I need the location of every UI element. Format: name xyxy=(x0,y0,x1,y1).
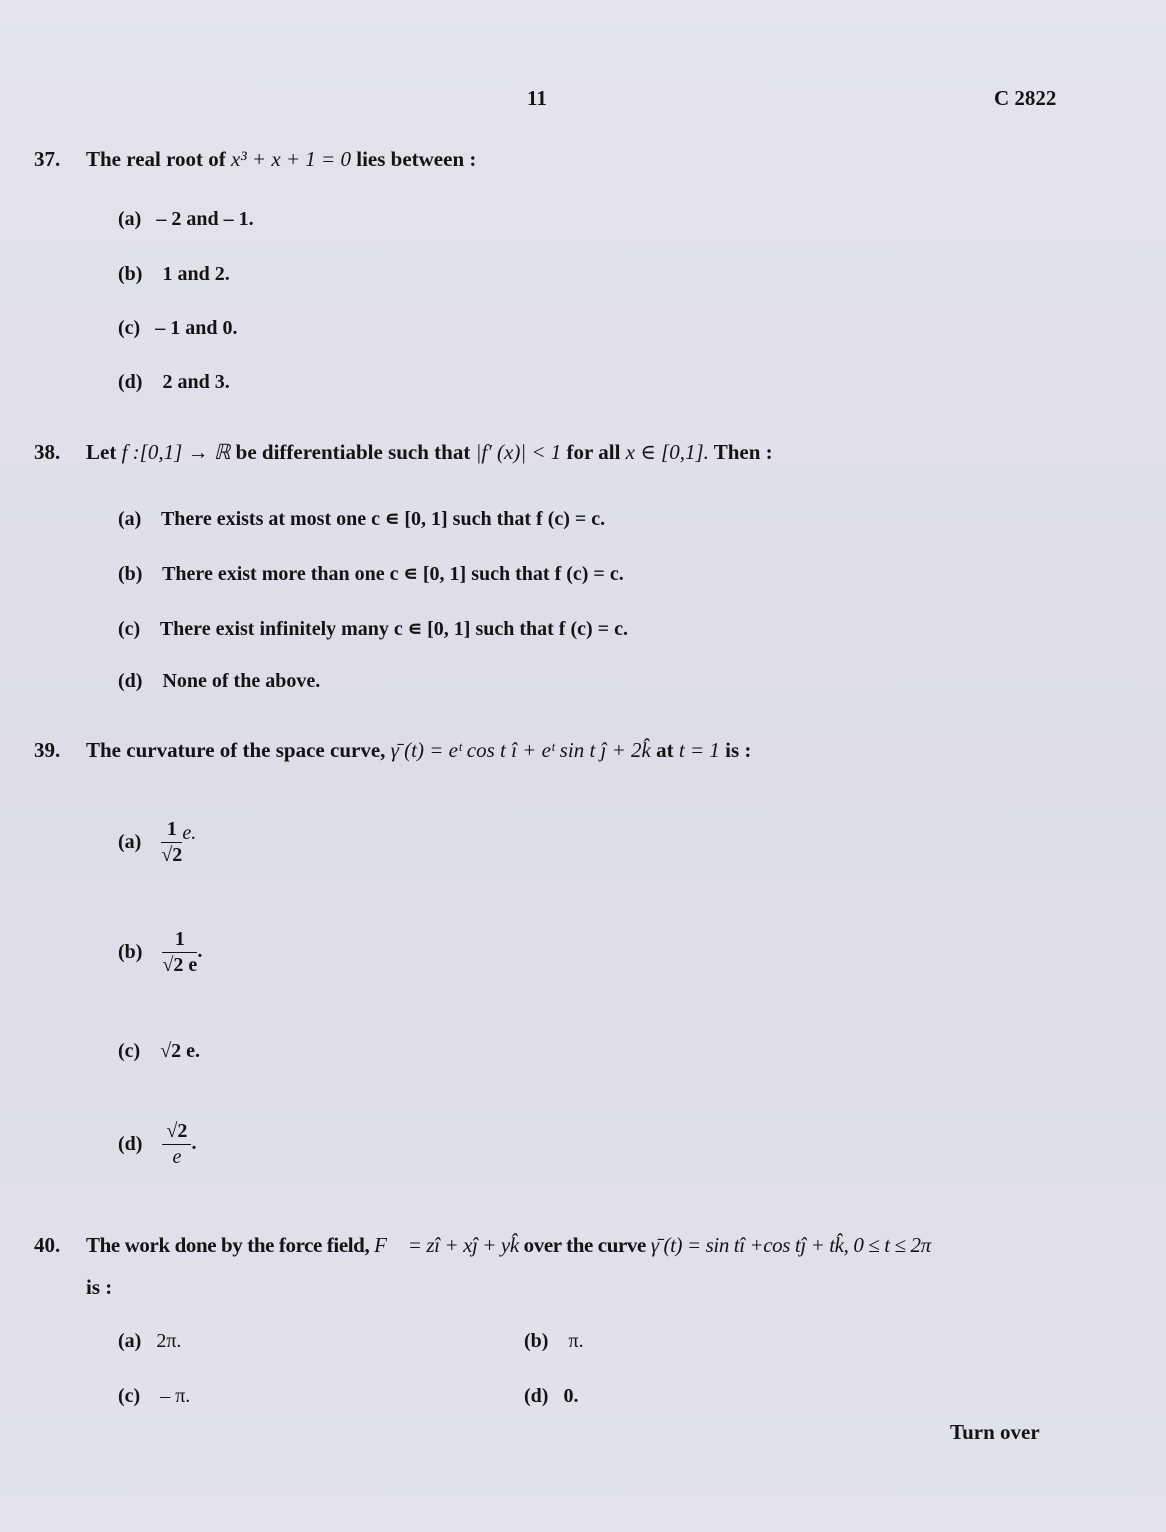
q38-option-a xyxy=(118,506,605,531)
option-label: (a) xyxy=(118,831,142,853)
option-label: (c) xyxy=(118,618,141,640)
q39-stem-post: is : xyxy=(725,738,752,762)
option-text: 1 and 2. xyxy=(162,263,230,285)
fraction xyxy=(161,818,182,867)
q38-stem xyxy=(86,440,773,465)
q40-stem-curve: γ̄ (t) = sin tî +cos tĵ + tk̂, xyxy=(650,1233,849,1257)
q38-stem-pre: Let xyxy=(86,440,117,464)
option-label: (a) xyxy=(118,1330,142,1352)
q37-option-d xyxy=(118,371,230,394)
option-label: (c) xyxy=(118,1040,141,1062)
option-label: (a) xyxy=(118,508,142,530)
q40-stem-pre: The work done by the force field, xyxy=(86,1233,370,1257)
q38-stem-for: for all xyxy=(566,440,621,464)
q37-stem-pre: The real root of xyxy=(86,147,226,171)
option-label: (b) xyxy=(118,563,143,585)
option-label: (c) xyxy=(118,1385,141,1407)
option-label: (d) xyxy=(118,371,143,393)
option-text: 2π. xyxy=(156,1330,182,1352)
q38-option-d xyxy=(118,670,320,693)
q37-option-c xyxy=(118,317,237,340)
option-label: (d) xyxy=(118,670,143,692)
q38-option-b xyxy=(118,561,624,586)
q39-stem-t: t = 1 xyxy=(678,738,720,762)
page-number: 11 xyxy=(527,86,547,110)
option-tail: . xyxy=(197,940,203,963)
q40-stem-post: is : xyxy=(86,1275,113,1299)
option-text: 0. xyxy=(563,1385,579,1407)
option-text: π. xyxy=(568,1330,584,1352)
option-label: (b) xyxy=(118,263,143,285)
q39-stem xyxy=(86,738,751,763)
q39-option-b xyxy=(118,928,202,977)
q39-option-d xyxy=(118,1120,196,1169)
q40-stem xyxy=(86,1233,931,1258)
q40-stem-field: F⃗ = zî + xĵ + yk̂ xyxy=(374,1233,519,1257)
fraction-denominator: e xyxy=(172,1146,182,1168)
option-text: There exist infinitely many c ∊ [0, 1] such that f (c) = c. xyxy=(159,618,628,640)
fraction-numerator: 1 xyxy=(161,818,182,843)
fraction-denominator: √2 e xyxy=(162,954,198,976)
fraction-numerator: 1 xyxy=(162,928,197,953)
option-text: – 2 and – 1. xyxy=(156,208,254,230)
q39-stem-pre: The curvature of the space curve, xyxy=(86,738,386,762)
q38-number: 38. xyxy=(34,440,61,464)
option-label: (b) xyxy=(524,1330,549,1352)
q37-option-a xyxy=(118,208,254,231)
q39-option-a xyxy=(118,818,196,867)
turn-over-label: Turn over xyxy=(950,1420,1040,1444)
q39-number: 39. xyxy=(34,738,61,762)
option-text: 2 and 3. xyxy=(162,371,230,393)
q39-option-c xyxy=(118,1040,200,1063)
q37-stem-post: lies between : xyxy=(356,147,477,171)
option-text: There exist more than one c ∊ [0, 1] such that f (c) = c. xyxy=(162,563,624,585)
fraction xyxy=(162,928,197,977)
fraction xyxy=(162,1120,191,1169)
q38-stem-map: f :[0,1] → ℝ xyxy=(121,440,231,464)
option-label: (a) xyxy=(118,208,142,230)
q39-stem-at: at xyxy=(656,738,674,762)
q38-option-c xyxy=(118,616,628,641)
option-text: – 1 and 0. xyxy=(155,317,238,339)
option-tail: e. xyxy=(182,822,197,845)
option-text: None of the above. xyxy=(162,670,321,692)
q40-option-c xyxy=(118,1385,190,1408)
q37-number: 37. xyxy=(34,147,61,171)
q37-option-b xyxy=(118,263,230,286)
option-label: (d) xyxy=(118,1133,143,1155)
fraction-denominator: √2 xyxy=(161,844,183,866)
option-tail: . xyxy=(191,1132,197,1155)
q38-stem-post: Then : xyxy=(713,440,773,464)
option-text: √2 e. xyxy=(160,1040,201,1062)
paper-code: C 2822 xyxy=(994,86,1057,110)
q37-stem xyxy=(86,147,476,172)
q38-stem-dom: x ∈ [0,1]. xyxy=(625,440,709,464)
fraction-numerator: √2 xyxy=(162,1120,191,1145)
q38-stem-mid: be differentiable such that xyxy=(235,440,471,464)
q37-stem-math: x³ + x + 1 = 0 xyxy=(231,147,351,171)
q40-option-d xyxy=(524,1385,578,1408)
option-text: – π. xyxy=(160,1385,191,1407)
option-label: (b) xyxy=(118,941,143,963)
option-label: (c) xyxy=(118,317,141,339)
q40-stem-range: 0 ≤ t ≤ 2π xyxy=(853,1233,931,1257)
q40-option-b xyxy=(524,1330,584,1353)
option-text: There exists at most one c ∊ [0, 1] such that f (c) = c. xyxy=(160,508,606,530)
q40-number: 40. xyxy=(34,1233,61,1257)
q40-stem-mid: over the curve xyxy=(523,1233,646,1257)
q38-stem-cond: |f′ (x)| < 1 xyxy=(475,440,562,464)
option-label: (d) xyxy=(524,1385,549,1407)
q40-option-a xyxy=(118,1330,181,1353)
q39-stem-math: γ̄ (t) = eᵗ cos t î + eᵗ sin t ĵ + 2k̂ xyxy=(390,738,651,762)
